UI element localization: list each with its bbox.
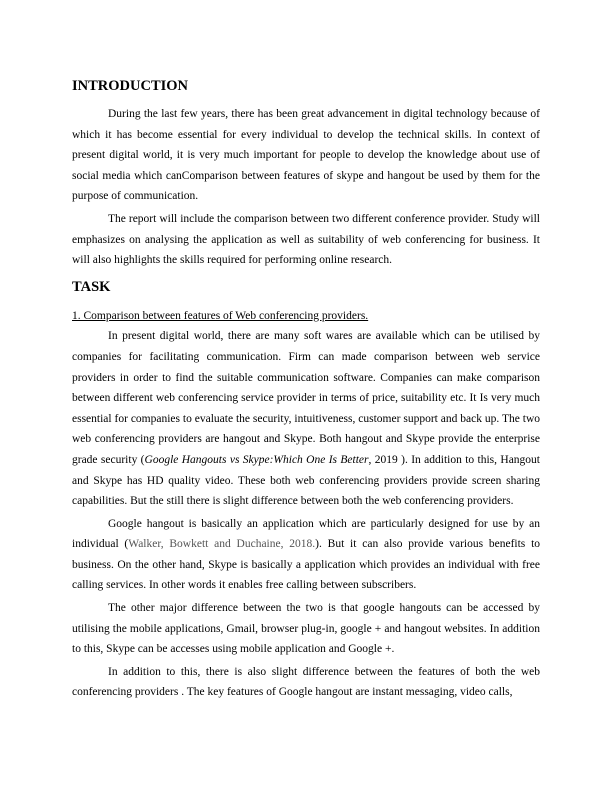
introduction-paragraph-2: The report will include the comparison between two different conference provider. Study will emphasizes on analysing the application as well as suitability of web conferencing for business. It will also highlights the skills required for performing online research.	[72, 212, 540, 267]
task-paragraph-2-text-b: ). But it can also provide various benefits to business. On the other hand, Skype is basically a application which provides an individual with free calling services. In other words it enables free calling between subscribers.	[72, 538, 541, 592]
citation-walker: Walker, Bowkett and Duchaine, 2018.	[128, 538, 316, 551]
introduction-heading: INTRODUCTION	[72, 78, 189, 94]
task-paragraph-1-text-a: In present digital world, there are many soft wares are available which can be utilised by companies for facilitating communication. Firm can made comparison between web service providers in order to find the suitable communication software. Companies can make comparison between different web conferencing service provider in terms of price, suitability etc. It Is very much essential for companies to evaluate the security, intuitiveness, customer support and back up. The two web conferencing providers are hangout and Skype. Both hangout and Skype provide the enterprise grade security (	[72, 330, 540, 466]
task-paragraph-4: In addition to this, there is also slight difference between the features of both the web conferencing providers . The key features of Google hangout are instant messaging, video calls,	[72, 665, 540, 699]
introduction-paragraph-1: During the last few years, there has been great advancement in digital technology because of which it has become essential for every individual to develop the technical skills. In context of present digital world, it is very much important for people to develop the knowledge about use of social media which canComparison between features of skype and hangout be used by them for the purpose of communication.	[72, 108, 540, 203]
section-title: 1. Comparison between features of Web conferencing providers.	[72, 309, 369, 322]
task-heading: TASK	[72, 278, 111, 295]
task-paragraph-3: The other major difference between the two is that google hangouts can be accessed by utilising the mobile applications, Gmail, browser plug-in, google + and hangout websites. In addition to this, Skype can be accesses using mobile application and Google +.	[72, 602, 540, 656]
citation-hangouts-vs-skype: Google Hangouts vs Skype:Which One Is Better	[144, 453, 369, 466]
task-paragraph-2	[72, 514, 540, 596]
document-body	[72, 76, 540, 705]
task-paragraph-1	[72, 326, 540, 511]
task-paragraph-2-text-a: Google hangout is basically an application which are particularly designed for use by an individual (	[72, 517, 540, 551]
task-paragraph-1-text-b: , 2019 ). In addition to this, Hangout and Skype has HD quality video. These both web conferencing providers provide screen sharing capabilities. But the still there is slight difference between both the web conferencing providers.	[72, 453, 540, 508]
